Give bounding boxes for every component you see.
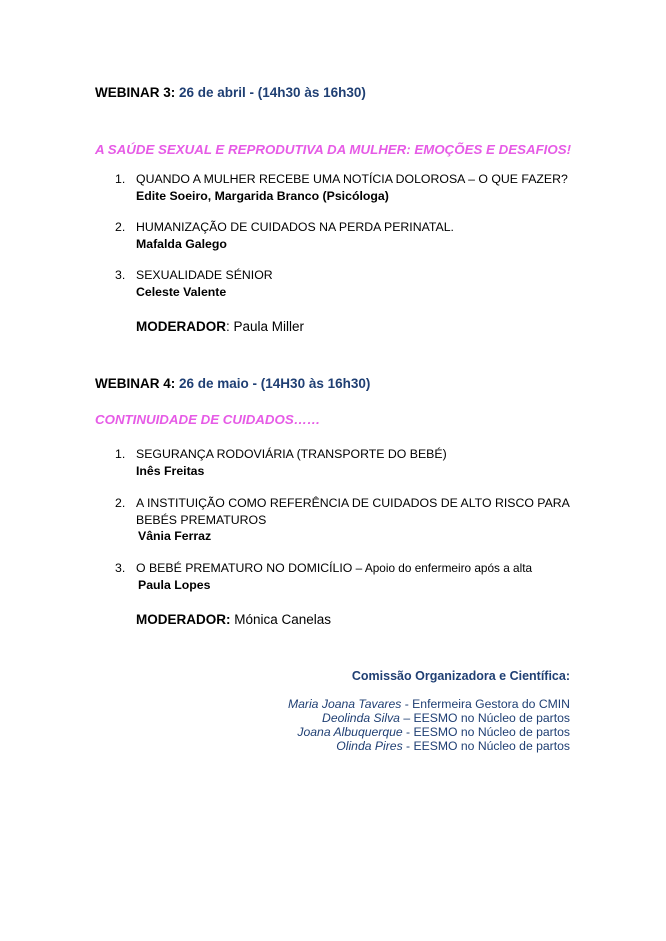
webinar4-item-2-line2: BEBÉS PREMATUROS bbox=[136, 513, 267, 527]
moderator-name: Mónica Canelas bbox=[230, 612, 332, 627]
member-role: – EESMO no Núcleo de partos bbox=[399, 711, 570, 725]
webinar3-label: WEBINAR 3: bbox=[95, 85, 176, 100]
webinar4-item-3-speaker: Paula Lopes bbox=[138, 578, 211, 592]
item-number: 3. bbox=[115, 268, 126, 282]
item-title-line1: A INSTITUIÇÃO COMO REFERÊNCIA DE CUIDADOS DE ALTO RISCO PARA bbox=[136, 496, 570, 510]
item-title: QUANDO A MULHER RECEBE UMA NOTÍCIA DOLOROSA – O QUE FAZER? bbox=[136, 172, 568, 186]
webinar3-date: 26 de abril - (14h30 às 16h30) bbox=[179, 85, 366, 100]
webinar4-item-1-speaker: Inês Freitas bbox=[136, 464, 205, 478]
webinar3-theme: A SAÚDE SEXUAL E REPRODUTIVA DA MULHER: EMOÇÕES E DESAFIOS! bbox=[95, 142, 572, 157]
webinar4-date: 26 de maio - (14H30 às 16h30) bbox=[179, 376, 371, 391]
item-title: SEGURANÇA RODOVIÁRIA (TRANSPORTE DO BEBÉ) bbox=[136, 447, 447, 461]
item-number: 1. bbox=[115, 172, 126, 186]
item-title: HUMANIZAÇÃO DE CUIDADOS NA PERDA PERINATAL. bbox=[136, 220, 454, 234]
member-role: - EESMO no Núcleo de partos bbox=[402, 739, 570, 753]
committee-member bbox=[322, 711, 570, 725]
member-role: - Enfermeira Gestora do CMIN bbox=[401, 697, 570, 711]
webinar3-item-1-speaker: Edite Soeiro, Margarida Branco (Psicóloga) bbox=[136, 189, 389, 203]
item-title: SEXUALIDADE SÉNIOR bbox=[136, 268, 273, 282]
webinar4-moderator bbox=[136, 612, 331, 627]
member-name: Deolinda Silva bbox=[322, 711, 400, 725]
committee-member bbox=[288, 697, 570, 711]
webinar4-theme: CONTINUIDADE DE CUIDADOS…… bbox=[95, 412, 321, 427]
item-number: 2. bbox=[115, 220, 126, 234]
item-title-main: O BEBÉ PREMATURO NO DOMICÍLIO bbox=[136, 561, 353, 575]
member-name: Joana Albuquerque bbox=[297, 725, 403, 739]
committee-member bbox=[297, 725, 570, 739]
moderator-name: : Paula Miller bbox=[226, 319, 305, 334]
member-name: Maria Joana Tavares bbox=[287, 697, 402, 711]
webinar4-item-2-speaker: Vânia Ferraz bbox=[138, 529, 212, 543]
item-number: 1. bbox=[115, 447, 126, 461]
committee-title: Comissão Organizadora e Científica: bbox=[351, 669, 570, 683]
member-role: - EESMO no Núcleo de partos bbox=[402, 725, 570, 739]
moderator-label: MODERADOR bbox=[136, 319, 226, 334]
member-name: Olinda Pires bbox=[336, 739, 403, 753]
item-title-extra: – Apoio do enfermeiro após a alta bbox=[352, 561, 533, 575]
item-title bbox=[136, 561, 532, 575]
item-number: 3. bbox=[115, 561, 126, 575]
webinar4-heading bbox=[95, 376, 370, 391]
webinar4-label: WEBINAR 4: bbox=[95, 376, 176, 391]
moderator-label: MODERADOR: bbox=[136, 612, 231, 627]
webinar3-item-2-speaker: Mafalda Galego bbox=[136, 237, 227, 251]
webinar3-moderator bbox=[136, 319, 304, 334]
committee-member bbox=[336, 739, 570, 753]
item-number: 2. bbox=[115, 496, 126, 510]
webinar3-item-3-speaker: Celeste Valente bbox=[136, 285, 227, 299]
webinar3-heading bbox=[95, 85, 366, 100]
